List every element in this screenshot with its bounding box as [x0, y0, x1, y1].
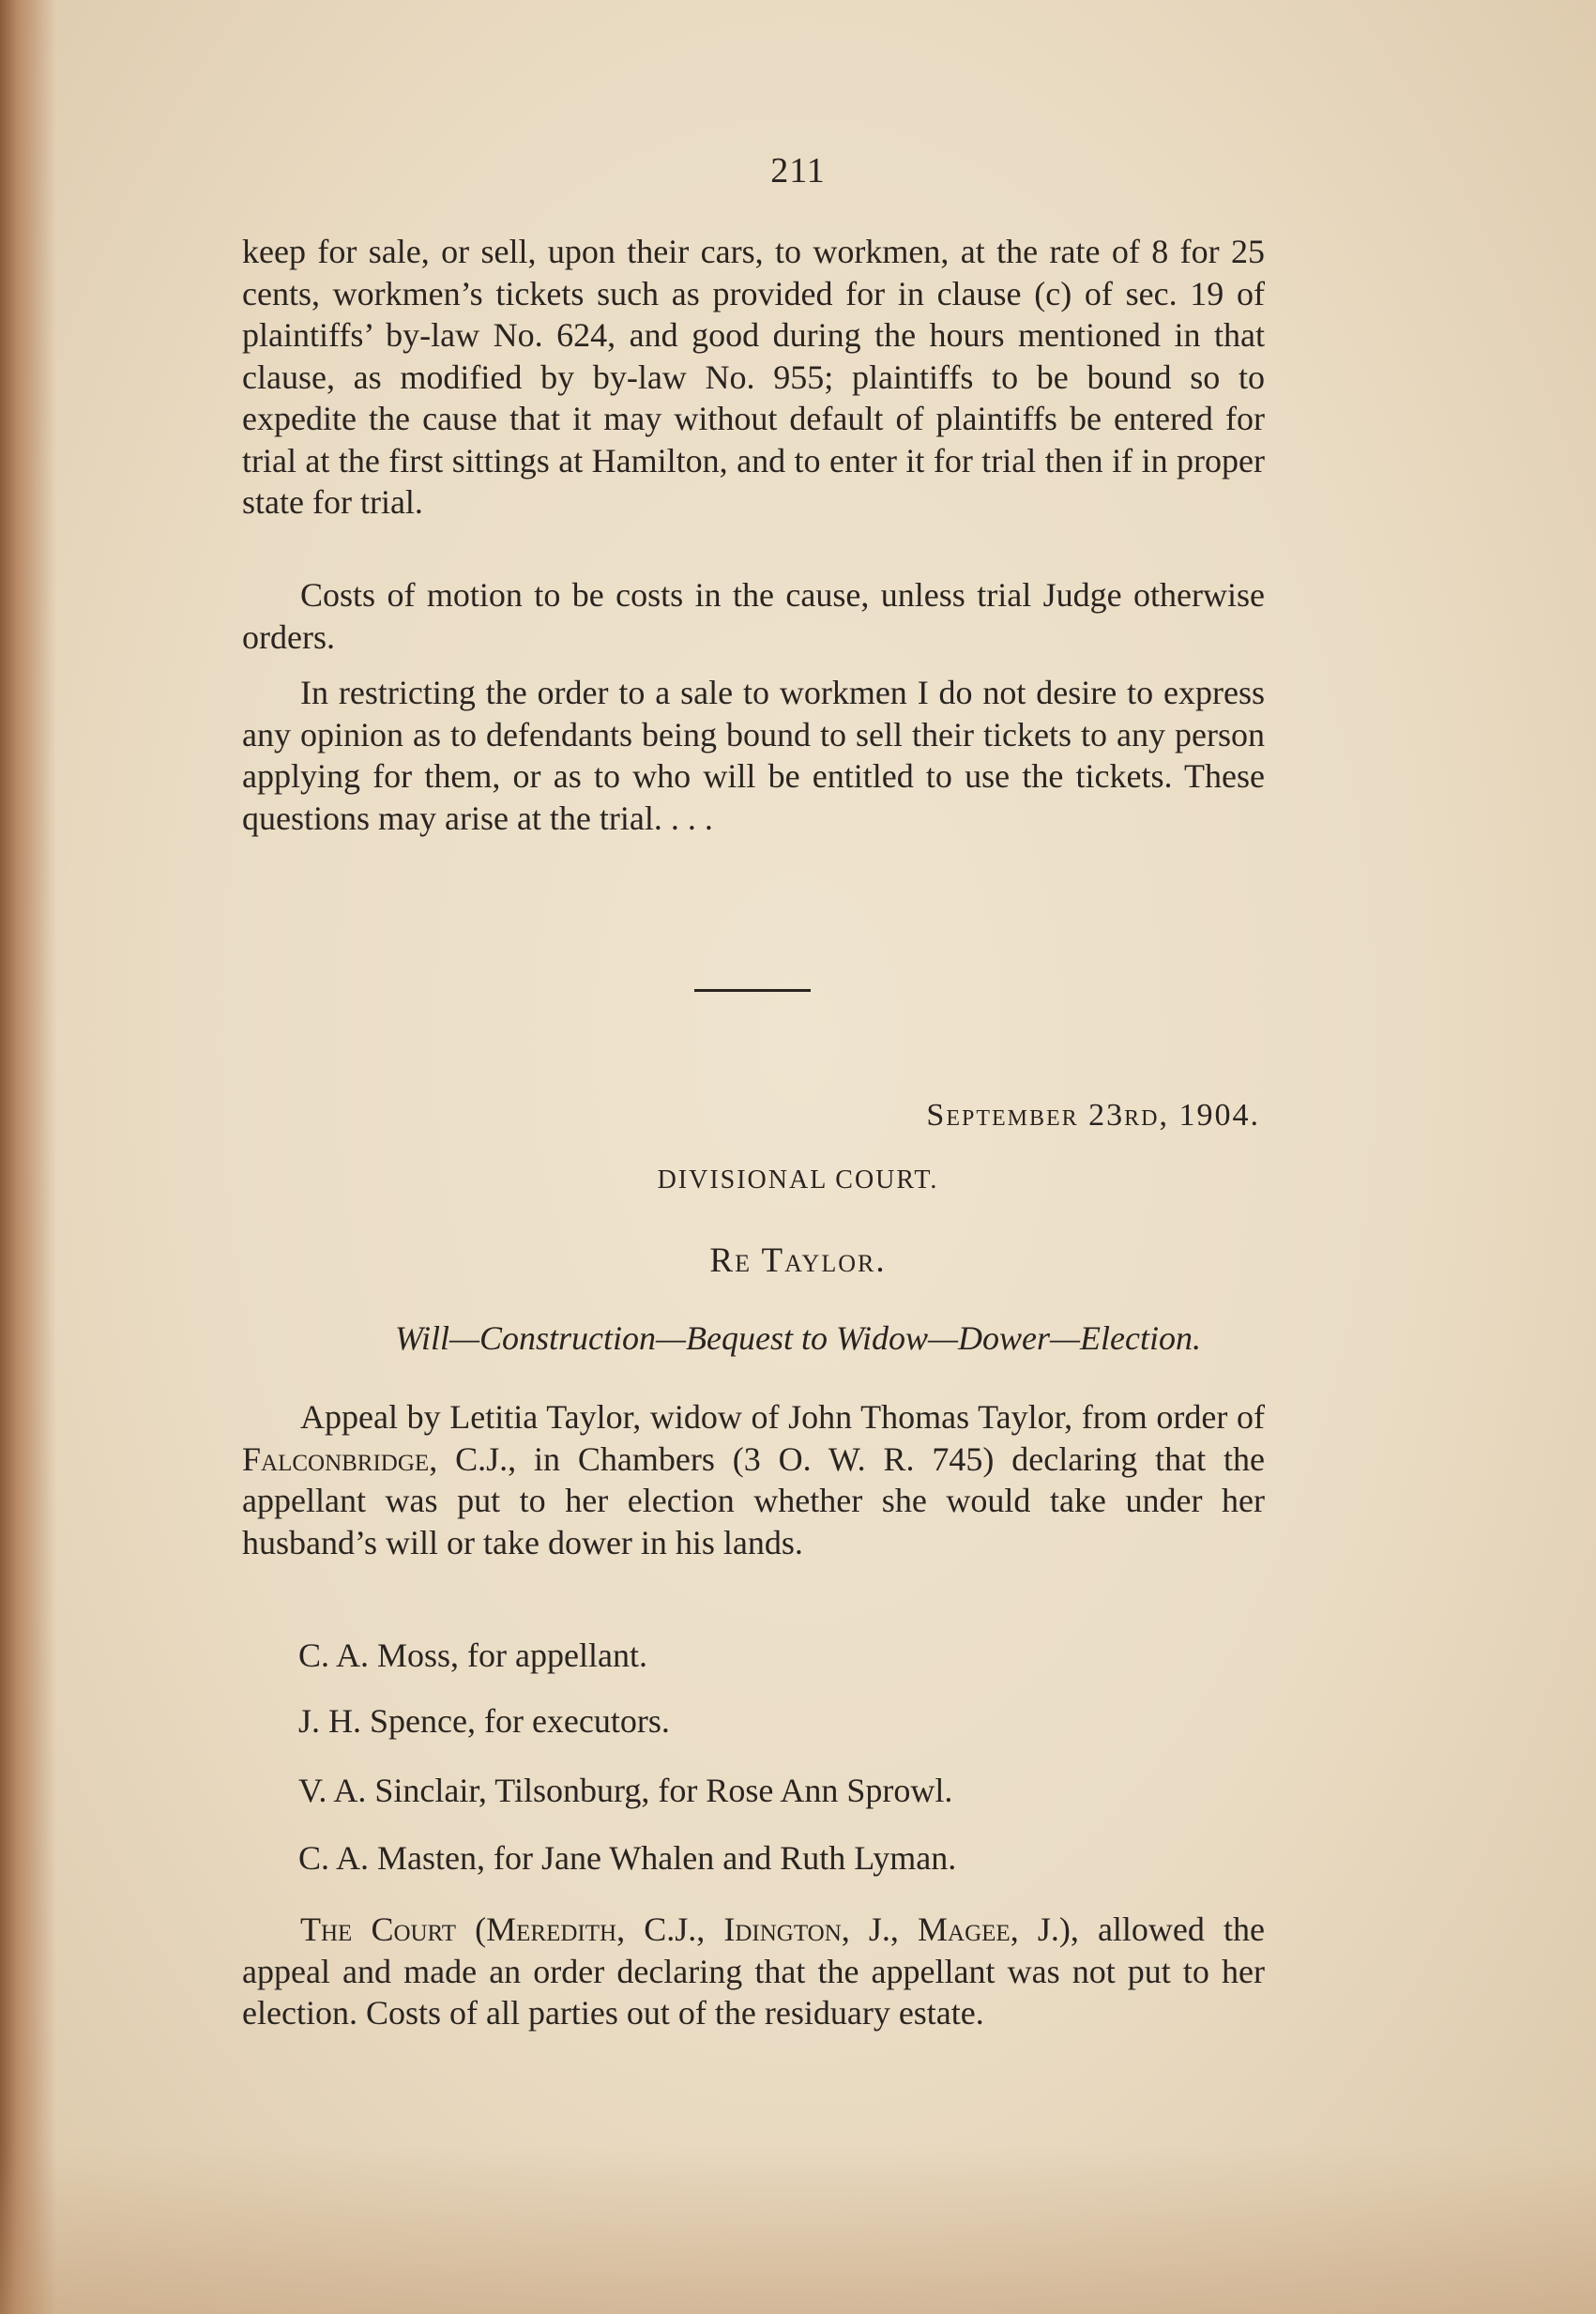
case-headnote: Will—Construction—Bequest to Widow—Dower—Election.	[395, 1319, 1201, 1357]
counsel-line-3: V. A. Sinclair, Tilsonburg, for Rose Ann Sprowl.	[298, 1772, 953, 1809]
judgment-judge-2: Idington	[723, 1911, 842, 1948]
section-divider	[694, 989, 811, 992]
judgment-court: The Court	[300, 1911, 457, 1948]
judgment-mid-2: , J.,	[841, 1911, 919, 1948]
continuation-paragraph-3: In restricting the order to a sale to workmen I do not desire to express any opinion as to defendants being bound to sell their tickets to any person applying for them, or as to who will be entitled to use the tickets. These questions may arise at the trial. . . .	[242, 674, 1265, 837]
counsel-line-4: C. A. Masten, for Jane Whalen and Ruth Lyman.	[298, 1839, 957, 1877]
appeal-paragraph	[242, 1396, 1265, 1563]
judgment-mid-1: , C.J.,	[616, 1911, 724, 1948]
page-number: 211	[770, 151, 826, 190]
counsel-line-1: C. A. Moss, for appellant.	[298, 1637, 647, 1674]
judgment-judge-3: Magee	[918, 1911, 1011, 1948]
appeal-text-end: , C.J., in Chambers (3 O. W. R. 745) declaring that the appellant was put to her election whether she would take under her husband’s will or take dower in his lands.	[242, 1439, 1265, 1561]
case-title: Re Taylor.	[709, 1241, 887, 1280]
judgment-open: (	[456, 1911, 487, 1948]
case-date: September 23rd, 1904.	[926, 1098, 1260, 1133]
judgment-judge-1: Meredith	[486, 1911, 617, 1948]
court-name: DIVISIONAL COURT.	[657, 1165, 939, 1195]
judgment-rest: , J.), allowed the appeal and made an order declaring that the appellant was not put to her election. Costs of all parties out of the residuary estate.	[242, 1911, 1266, 2032]
counsel-line-2: J. H. Spence, for executors.	[298, 1702, 670, 1740]
judgment-paragraph	[242, 1909, 1265, 2034]
continuation-paragraph-1: keep for sale, or sell, upon their cars, to workmen, at the rate of 8 for 25 cents, workmen’s tickets such as provided for in clause (c) of sec. 19 of plaintiffs’ by-law No. 624, and good during the hours mentioned in that clause, as modified by by-law No. 955; plaintiffs to be bound so to expedite the cause that it may without default of plaintiffs be entered for trial at the first sittings at Hamilton, and to enter it for trial then if in proper state for trial.	[242, 233, 1265, 521]
continuation-paragraph-2: Costs of motion to be costs in the cause, unless trial Judge otherwise orders.	[242, 576, 1265, 656]
page-edge-shade	[0, 2145, 1596, 2314]
appeal-judge-name: Falconbridge	[242, 1439, 430, 1478]
appeal-text-start: Appeal by Letitia Taylor, widow of John Thomas Taylor, from order of	[300, 1398, 1265, 1436]
page-gutter-shadow	[0, 0, 56, 2314]
